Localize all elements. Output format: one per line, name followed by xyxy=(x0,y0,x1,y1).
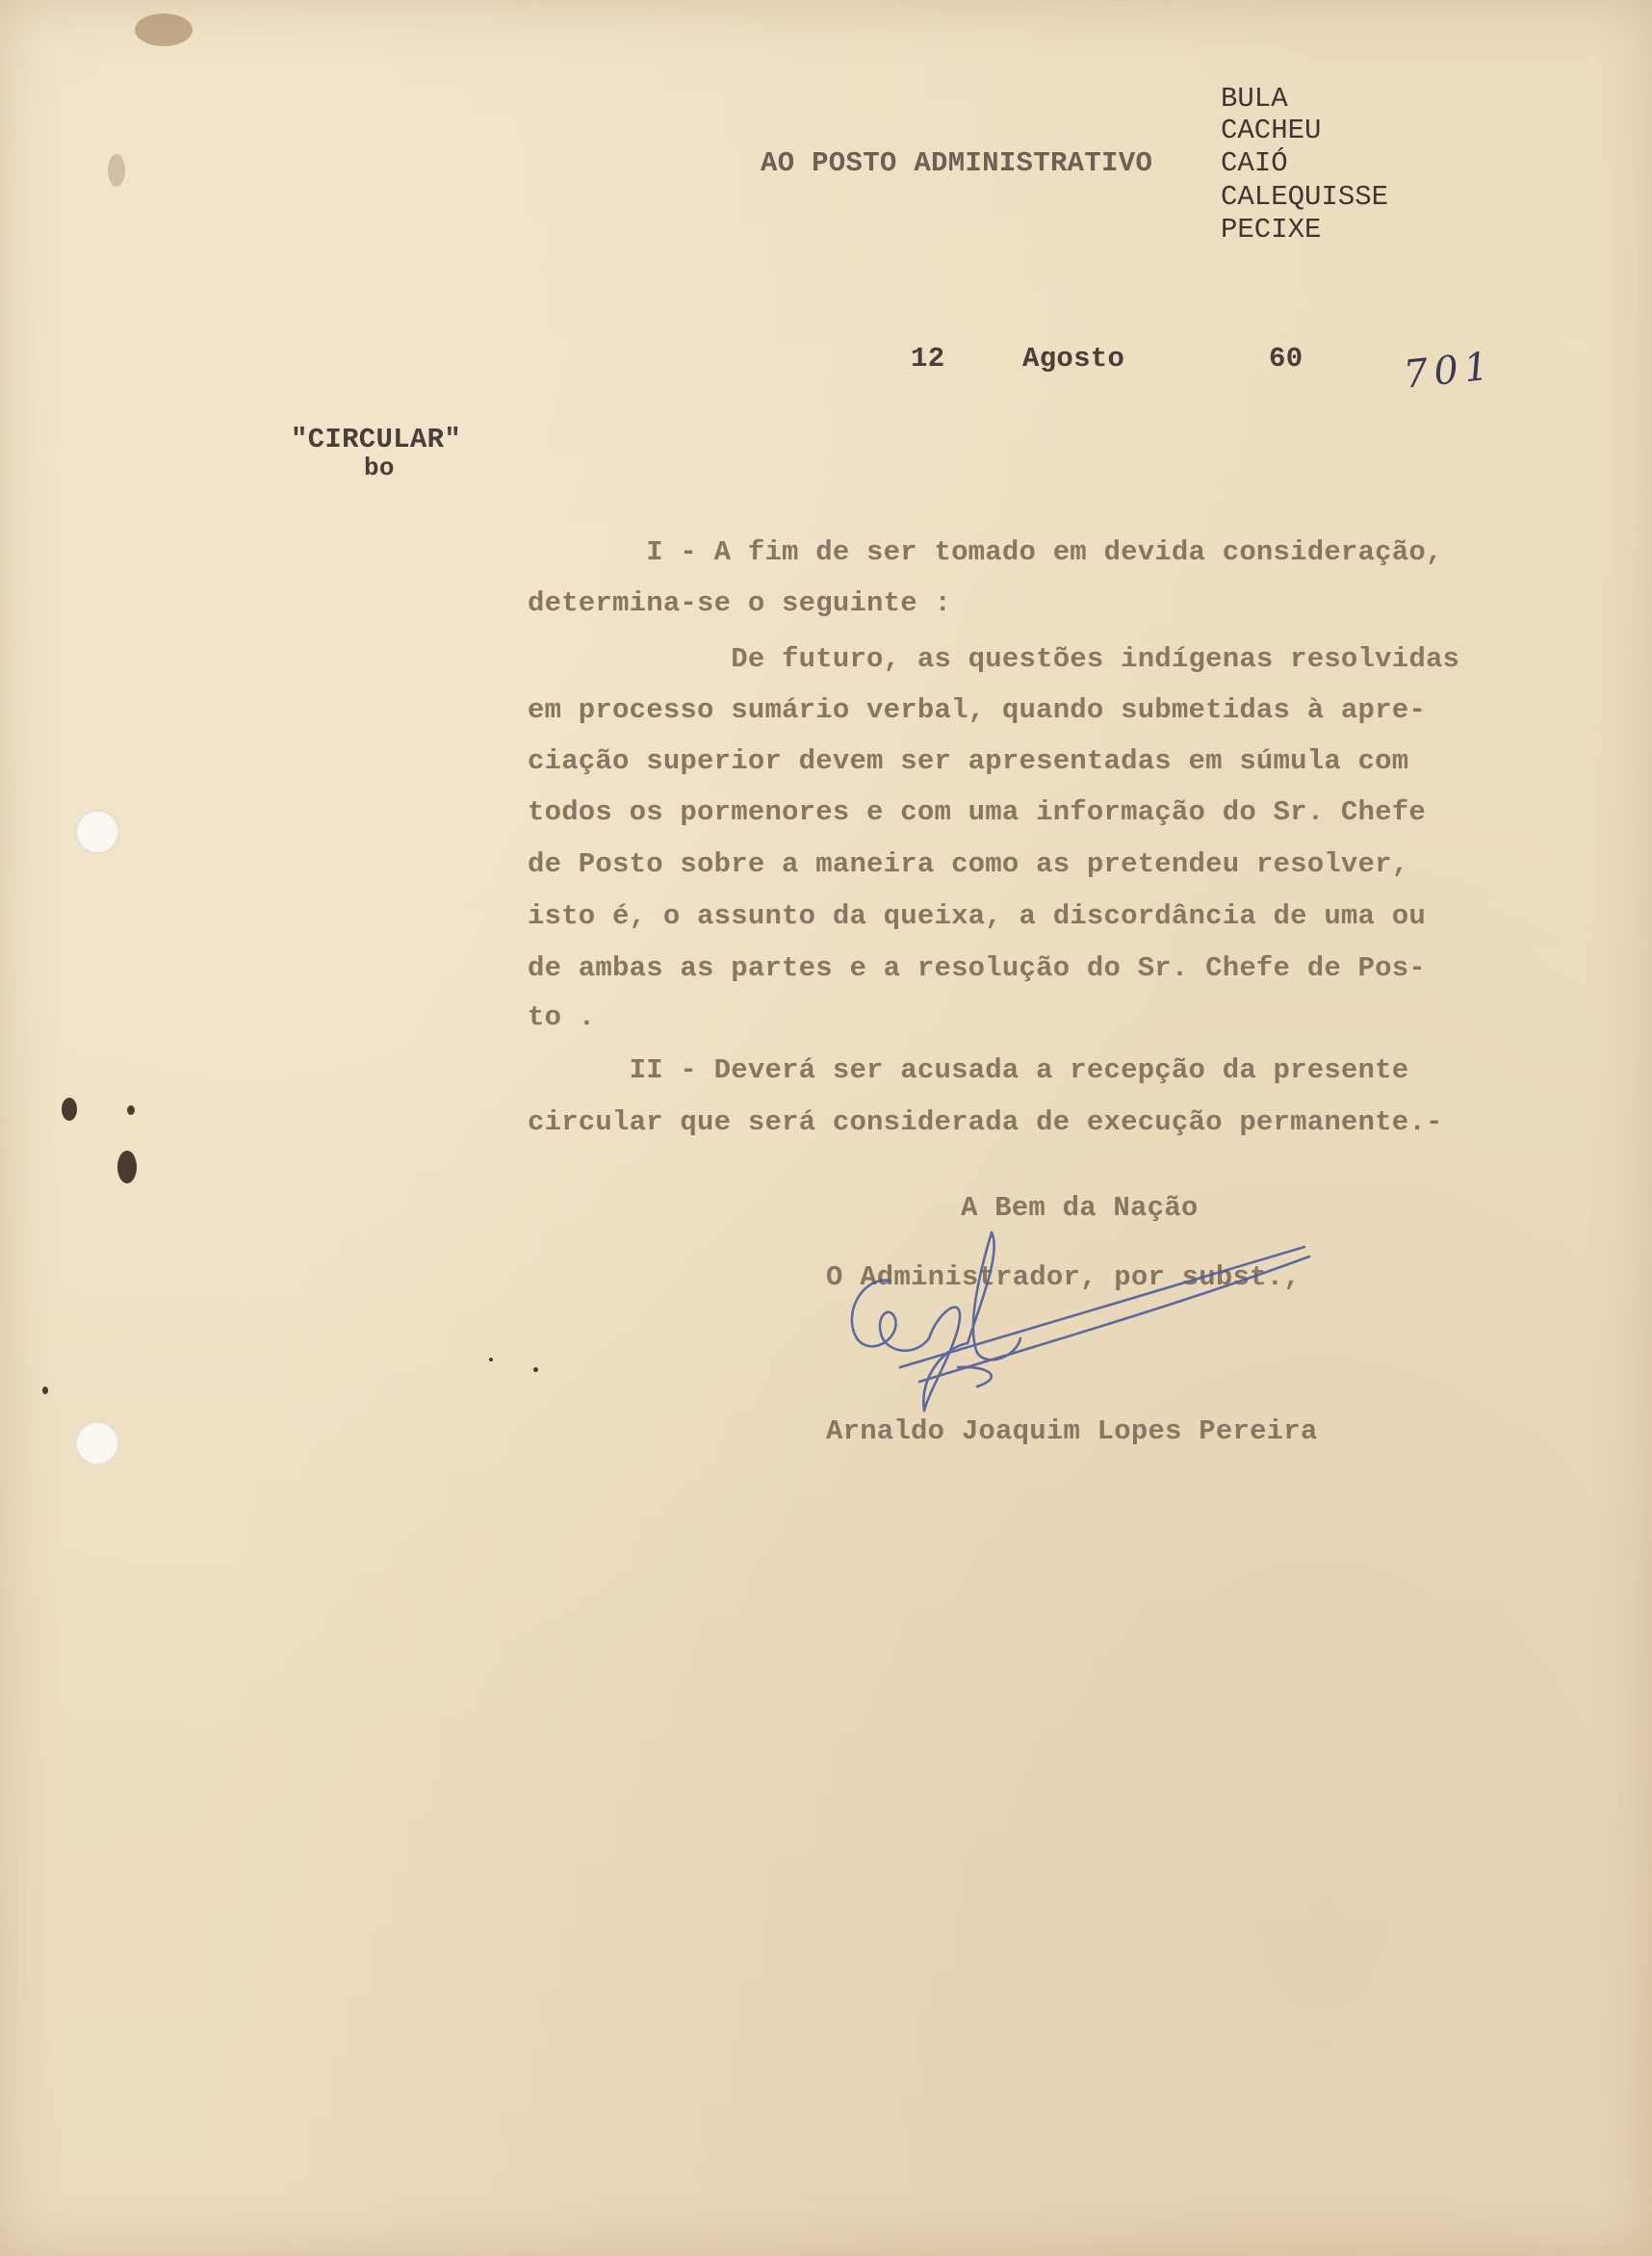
stain xyxy=(108,154,125,187)
signatory-name: Arnaldo Joaquim Lopes Pereira xyxy=(826,1415,1318,1447)
date-year: 60 xyxy=(1269,343,1304,375)
body-line-5: ciação superior devem ser apresentadas em súmula com xyxy=(528,745,1409,777)
circular-sub: bo xyxy=(364,454,395,482)
circular-label: "CIRCULAR" xyxy=(291,424,462,455)
handwritten-reference-number: 701 xyxy=(1401,344,1497,398)
body-line-8: isto é, o assunto da queixa, a discordância de uma ou xyxy=(528,900,1426,932)
body-line-7: de Posto sobre a maneira como as pretendeu resolver, xyxy=(528,848,1409,880)
punch-hole-top xyxy=(75,810,119,854)
ink-spot xyxy=(42,1387,48,1394)
ink-spot xyxy=(117,1151,137,1183)
body-line-2: determina-se o seguinte : xyxy=(528,587,952,619)
ink-spot xyxy=(62,1098,77,1121)
closing-salutation: A Bem da Nação xyxy=(961,1192,1199,1224)
body-line-1: I - A fim de ser tomado em devida consideração, xyxy=(528,536,1443,568)
post-bula: BULA xyxy=(1221,83,1288,115)
ink-spot xyxy=(533,1367,538,1372)
body-line-3: De futuro, as questões indígenas resolvidas xyxy=(528,643,1460,675)
body-line-10: to . xyxy=(528,1001,596,1033)
post-pecixe: PECIXE xyxy=(1221,214,1322,246)
closing-role: O Administrador, por subst., xyxy=(826,1261,1301,1293)
body-line-9: de ambas as partes e a resolução do Sr. Chefe de Pos- xyxy=(528,952,1426,984)
post-cacheu: CACHEU xyxy=(1221,115,1322,146)
post-caio: CAIÓ xyxy=(1221,147,1288,179)
body-line-12: circular que será considerada de execução permanente.- xyxy=(528,1106,1443,1138)
post-calequisse: CALEQUISSE xyxy=(1221,181,1389,213)
body-line-4: em processo sumário verbal, quando submetidas à apre- xyxy=(528,694,1426,726)
body-line-11: II - Deverá ser acusada a recepção da presente xyxy=(528,1054,1409,1086)
stain xyxy=(135,13,193,46)
ink-spot xyxy=(489,1358,493,1361)
date-day: 12 xyxy=(911,343,945,375)
body-line-6: todos os pormenores e com uma informação do Sr. Chefe xyxy=(528,796,1426,828)
addressee-prefix: AO POSTO ADMINISTRATIVO xyxy=(761,147,1153,179)
date-month: Agosto xyxy=(1022,343,1125,375)
ink-spot xyxy=(127,1105,135,1115)
handwritten-signature xyxy=(823,1223,1324,1435)
punch-hole-bottom xyxy=(75,1421,119,1465)
